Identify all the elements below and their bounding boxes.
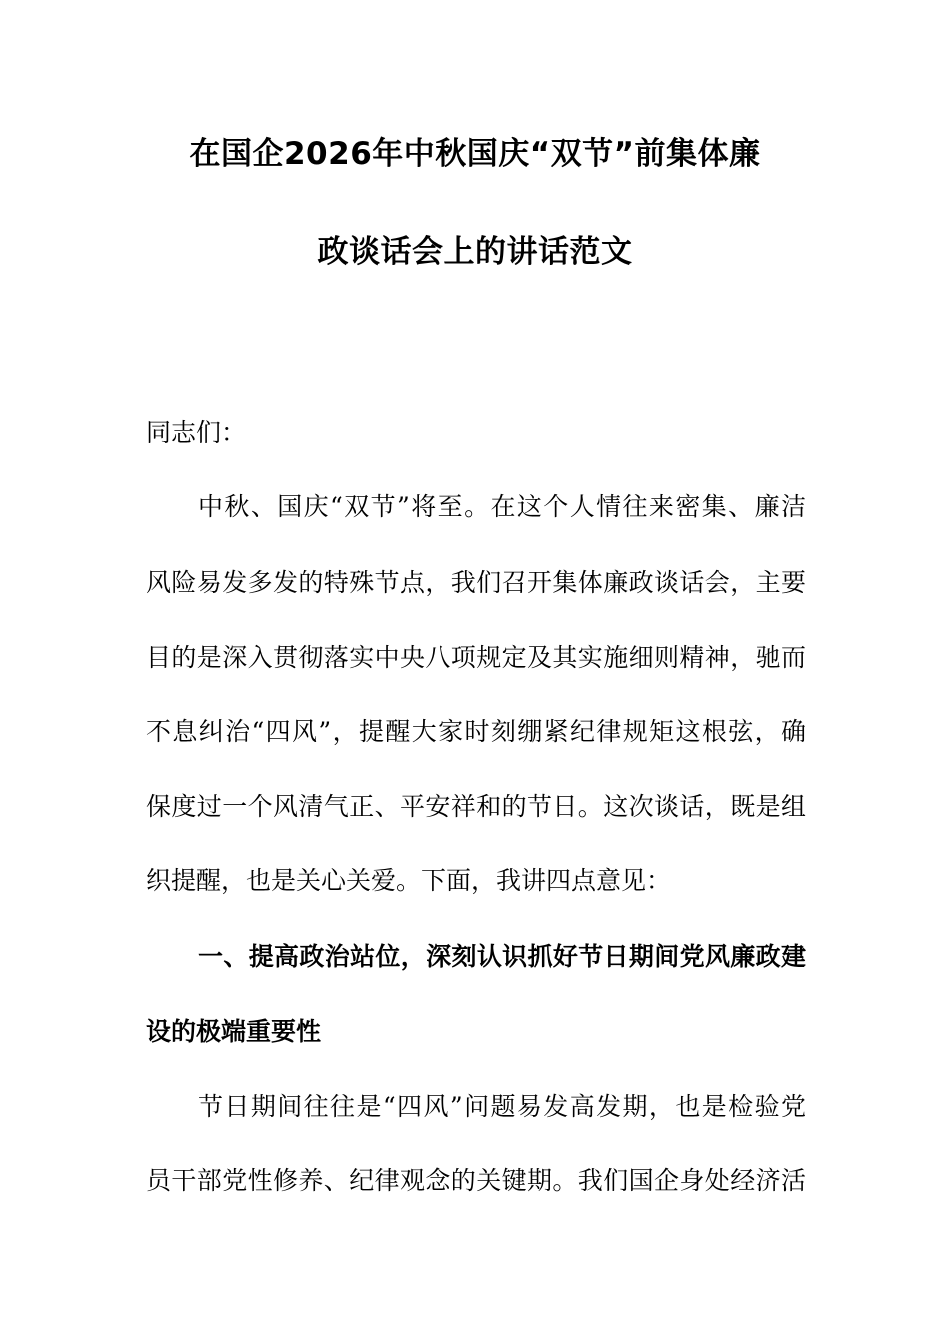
paragraph-1-line-6: 织提醒，也是关心关爱。下面，我讲四点意见： (146, 866, 672, 895)
section-heading-1-line-2: 设的极端重要性 (146, 1017, 322, 1046)
paragraph-1-line-1: 中秋、国庆“双节”将至。在这个人情往来密集、廉洁 (198, 492, 806, 521)
document-title-line-2: 政谈话会上的讲话范文 (317, 234, 633, 270)
paragraph-2-line-1: 节日期间往往是“四风”问题易发高发期，也是检验党 (198, 1092, 806, 1121)
paragraph-1-line-4: 不息纠治“四风”，提醒大家时刻绷紧纪律规矩这根弦，确 (146, 717, 806, 746)
paragraph-1-line-3: 目的是深入贯彻落实中央八项规定及其实施细则精神，驰而 (146, 643, 806, 672)
paragraph-1-line-2: 风险易发多发的特殊节点，我们召开集体廉政谈话会，主要 (146, 568, 806, 597)
paragraph-2-line-2: 员干部党性修养、纪律观念的关键期。我们国企身处经济活 (146, 1166, 806, 1195)
document-title-line-1: 在国企2026年中秋国庆“双节”前集体廉 (189, 136, 761, 172)
salutation: 同志们： (146, 418, 247, 447)
section-heading-1-line-1: 一、提高政治站位，深刻认识抓好节日期间党风廉政建 (198, 942, 806, 971)
paragraph-1-line-5: 保度过一个风清气正、平安祥和的节日。这次谈话，既是组 (146, 792, 806, 821)
